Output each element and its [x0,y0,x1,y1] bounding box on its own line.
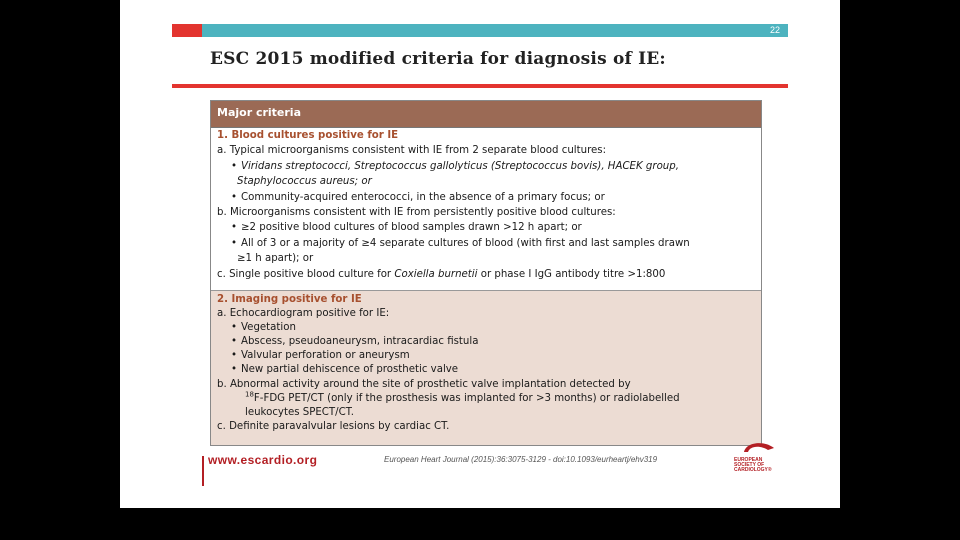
criteria-text: New partial dehiscence of prosthetic valve [241,364,459,376]
bullet-icon: • [231,336,238,348]
footer-divider [202,456,204,486]
criteria-line: c. Definite paravalvular lesions by cardiac CT. [217,420,450,432]
criteria-line [211,174,761,189]
bullet-icon: • [231,222,238,234]
criteria-text: F-FDG PET/CT (only if the prosthesis was implanted for >3 months) or radiolabelled [253,392,680,404]
top-bar [172,24,788,37]
bullet-icon: • [231,350,238,362]
criteria-line: b. Abnormal activity around the site of prosthetic valve implantation detected by [217,378,631,390]
criteria-line: a. Typical microorganisms consistent with IE from 2 separate blood cultures: [217,145,607,157]
page-title: ESC 2015 modified criteria for diagnosis of IE: [210,49,666,69]
bullet-icon: • [231,160,238,172]
organism-name: Coxiella burnetii [394,268,478,280]
criteria-bullet [211,349,761,363]
criteria-text: Staphylococcus aureus; or [237,176,372,188]
imaging-section [211,290,761,445]
criteria-bullet [211,220,761,235]
criteria-line [211,267,761,282]
criteria-line: ≥1 h apart); or [237,253,314,265]
criteria-line [211,392,761,406]
criteria-bullet [211,321,761,335]
bullet-icon: • [231,237,238,249]
criteria-table [210,100,762,446]
criteria-bullet [211,190,761,205]
criteria-text: Community-acquired enterococci, in the absence of a primary focus; or [241,191,605,203]
bullet-icon: • [231,191,238,203]
bullet-icon: • [231,364,238,376]
isotope-superscript: 18 [245,390,254,399]
blood-cultures-section [211,127,761,290]
title-divider [172,84,788,88]
section-heading: 1. Blood cultures positive for IE [217,130,399,141]
criteria-bullet [211,159,761,174]
slide [120,0,840,508]
top-bar-accent [172,24,202,37]
website-link[interactable]: www.escardio.org [208,453,318,467]
criteria-line: a. Echocardiogram positive for IE: [217,308,390,320]
criteria-text: All of 3 or a majority of ≥4 separate cultures of blood (with first and last samples drawn [241,237,690,249]
criteria-text: Viridans streptococci, Streptococcus gallolyticus (Streptococcus bovis), HACEK group, [241,160,679,172]
criteria-text: Vegetation [241,322,296,334]
criteria-text: ≥2 positive blood cultures of blood samples drawn >12 h apart; or [241,222,582,234]
major-criteria-header: Major criteria [211,101,761,127]
criteria-text: Valvular perforation or aneurysm [241,350,410,362]
criteria-bullet [211,363,761,377]
esc-logo-text: EUROPEAN SOCIETY OF CARDIOLOGY® [734,457,772,474]
slide-number: 22 [769,25,780,35]
citation-text: European Heart Journal (2015):36:3075-3129 - doi:10.1093/eurheartj/ehv319 [384,455,658,464]
criteria-text: Abscess, pseudoaneurysm, intracardiac fistula [241,336,479,348]
section-heading: 2. Imaging positive for IE [217,294,362,305]
bullet-icon: • [231,322,238,334]
criteria-text: c. Single positive blood culture for [217,268,395,280]
criteria-text: or phase I IgG antibody titre >1:800 [477,268,666,280]
criteria-line: b. Microorganisms consistent with IE from persistently positive blood cultures: [217,206,616,218]
criteria-bullet [211,236,761,251]
criteria-bullet [211,335,761,349]
criteria-line: leukocytes SPECT/CT. [245,406,354,418]
